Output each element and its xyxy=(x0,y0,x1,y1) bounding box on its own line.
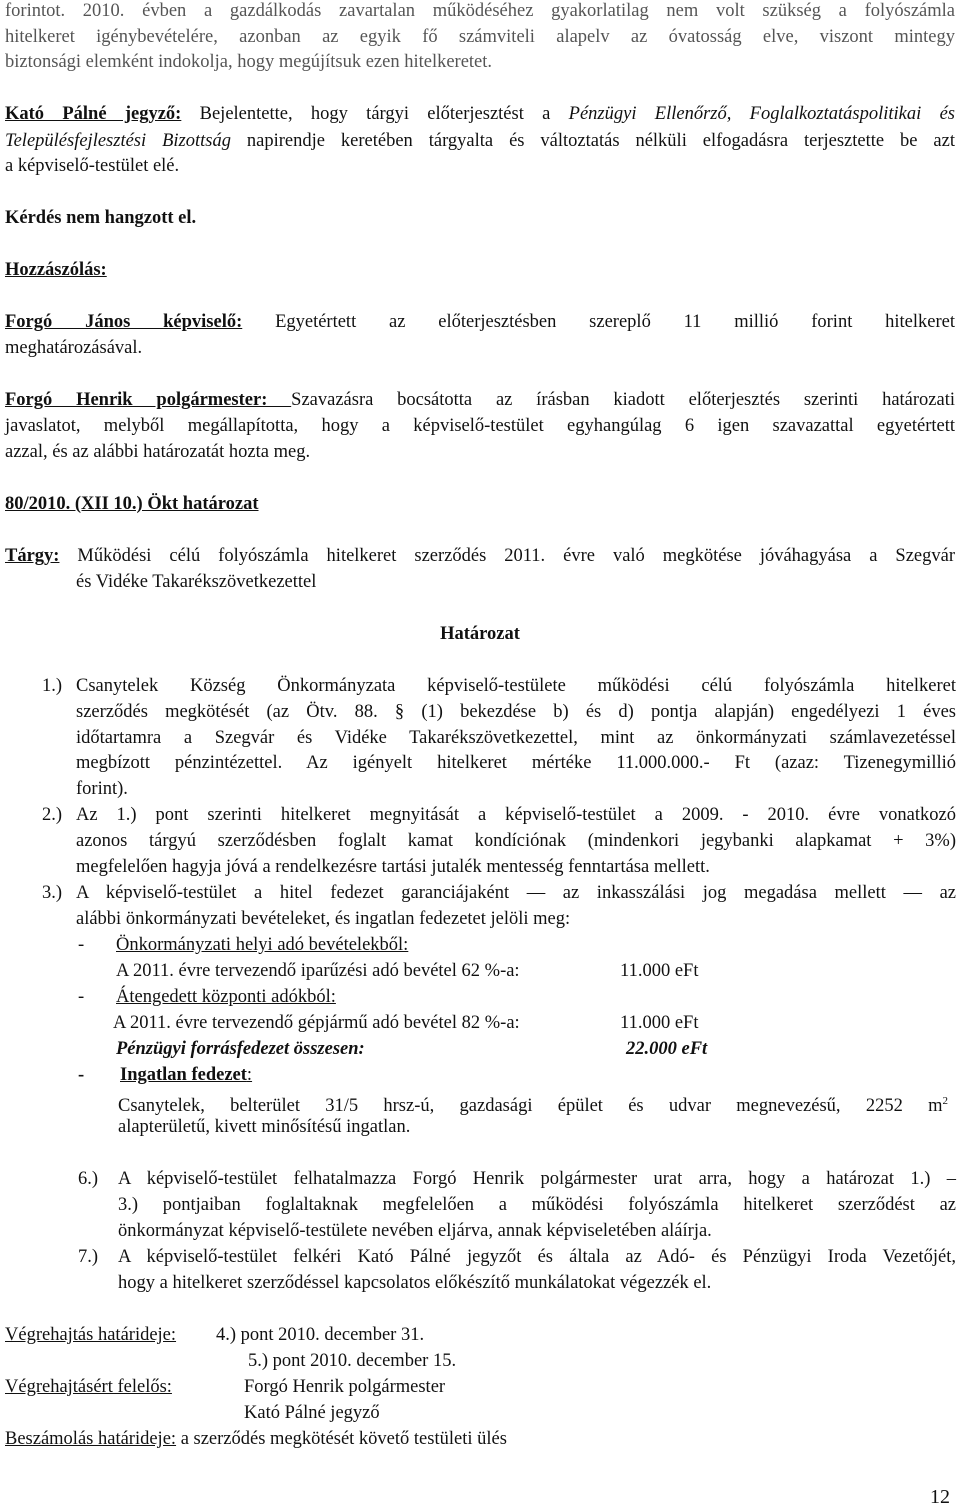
sub-central-tax-line: A 2011. évre tervezendő gépjármű adó bevétel 82 %-a: xyxy=(113,1013,520,1033)
item-1-line-4: megbízott pénzintézettel. Az igényelt hitelkeret mértéke 11.000.000.- Ft (azaz: Tizenegymillió xyxy=(76,753,956,773)
item-6-line-1: A képviselő-testület felhatalmazza Forgó Henrik polgármester urat arra, hogy a határozat 1.) – xyxy=(118,1169,956,1189)
item-2-line-2: azonos tárgyú szerződésben foglalt kamat kondíciónak (mindenkori jegybanki alapkamat + 3%) xyxy=(76,831,956,851)
item-7-number: 7.) xyxy=(78,1247,99,1267)
sub-local-tax-amount: 11.000 eFt xyxy=(620,961,699,981)
intro-line-3: biztonsági elemként indokolja, hogy megújítsuk ezen hitelkeretet. xyxy=(5,52,493,72)
report-deadline-label: Beszámolás határideje: xyxy=(5,1429,177,1449)
no-question-note: Kérdés nem hangzott el. xyxy=(5,208,197,228)
item-3-line-2: alábbi önkormányzati bevételeket, és ingatlan fedezetet jelöli meg: xyxy=(76,909,571,929)
item-1-line-3: időtartamra a Szegvár és Vidéke Takarékszövetkezettel, mint az önkormányzati számlavezetéssel xyxy=(76,728,956,748)
committee-name: Pénzügyi Ellenőrző, Foglalkoztatáspolitikai és xyxy=(568,104,955,124)
subject-line-1: Tárgy: Működési célú folyószámla hitelkeret szerződés 2011. évre való megkötése jóváhagyása a Szegvár xyxy=(5,546,955,566)
resolution-heading: Határozat xyxy=(440,624,520,644)
item-1-line-1: Csanytelek Község Önkormányzata képviselő-testülete működési célú folyószámla hitelkeret xyxy=(76,676,956,696)
sub-central-tax-amount: 11.000 eFt xyxy=(620,1013,699,1033)
sub-local-tax-line: A 2011. évre tervezendő iparűzési adó bevétel 62 %-a: xyxy=(116,961,520,981)
sub-property-label: Ingatlan fedezet xyxy=(120,1065,247,1085)
item-7-line-2: hogy a hitelkeret szerződéssel kapcsolatos előkészítő munkálatokat végezzék el. xyxy=(118,1273,712,1293)
deadline-label: Végrehajtás határideje: xyxy=(5,1325,177,1345)
total-label: Pénzügyi forrásfedezet összesen: xyxy=(116,1039,365,1059)
dash-2: - xyxy=(78,987,85,1007)
subject-line-2: és Vidéke Takarékszövetkezettel xyxy=(76,572,317,592)
item-1-line-5: forint). xyxy=(76,779,128,799)
jegyzo-line-2: Településfejlesztési Bizottság napirendje keretében tárgyalta és változtatás nélküli elfogadásra terjesztette be azt xyxy=(5,131,955,151)
item-2-line-1: Az 1.) pont szerinti hitelkeret megnyitását a képviselő-testület a 2009. - 2010. évre vonatkozó xyxy=(76,805,956,825)
item-3-line-1: A képviselő-testület a hitel fedezet garanciájaként — az inkasszálási jog megadása mellett — az xyxy=(76,883,956,903)
sub-central-tax-label: Átengedett központi adókból: xyxy=(116,987,336,1007)
speaker-forgo-janos: Forgó János képviselő: xyxy=(5,312,243,332)
dash-3: - xyxy=(78,1065,85,1085)
jegyzo-line-3: a képviselő-testület elé. xyxy=(5,156,180,176)
sub-local-tax-label: Önkormányzati helyi adó bevételekből: xyxy=(116,935,409,955)
page-number: 12 xyxy=(930,1486,950,1508)
subject-label: Tárgy: xyxy=(5,546,60,566)
intro-line-2: hitelkeret igénybevételére, azonban az egyik fő számviteli alapelv az óvatosság elve, viszont mintegy xyxy=(5,27,955,47)
item-2-number: 2.) xyxy=(42,805,63,825)
speaker-jegyzo: Kató Pálné jegyző: xyxy=(5,104,182,124)
forgo-janos-line-1: Forgó János képviselő: Egyetértett az előterjesztésben szereplő 11 millió forint hitelkeret xyxy=(5,312,955,332)
sub-property-label-row: Ingatlan fedezet: xyxy=(120,1065,253,1085)
comments-heading: Hozzászólás: xyxy=(5,260,107,280)
item-1-number: 1.) xyxy=(42,676,63,696)
item-1-line-2: szerződés megkötését (az Ötv. 88. § (1) bekezdése b) és d) pontja alapján) engedélyezi 1 éves xyxy=(76,702,956,722)
deadline-1: 4.) pont 2010. december 31. xyxy=(216,1325,425,1345)
forgo-janos-line-2: meghatározásával. xyxy=(5,338,143,358)
item-3-number: 3.) xyxy=(42,883,63,903)
resolution-number: 80/2010. (XII 10.) Ökt határozat xyxy=(5,494,259,514)
item-6-line-3: önkormányzat képviselő-testülete nevében eljárva, annak képviseletében aláírja. xyxy=(118,1221,712,1241)
forgo-henrik-line-1: Forgó Henrik polgármester: Szavazásra bocsátotta az írásban kiadott előterjesztés szerinti határozati xyxy=(5,390,956,410)
total-amount: 22.000 eFt xyxy=(626,1039,708,1059)
item-7-line-1: A képviselő-testület felkéri Kató Pálné jegyzőt és általa az Adó- és Pénzügyi Iroda Vezetőjét, xyxy=(118,1247,956,1267)
sub-property-line-1: Csanytelek, belterület 31/5 hrsz-ú, gazdasági épület és udvar megnevezésű, 2252 $m^2$ xyxy=(118,1095,948,1117)
intro-line-1: forintot. 2010. évben a gazdálkodás zavartalan működéséhez gyakorlatilag nem volt szükség a folyószámla xyxy=(5,1,955,21)
forgo-henrik-line-3: azzal, és az alábbi határozatát hozta meg. xyxy=(5,442,311,462)
responsible-1: Forgó Henrik polgármester xyxy=(244,1377,446,1397)
item-6-line-2: 3.) pontjaiban foglaltaknak megfelelően a működési folyószámla hitelkeret szerződést az xyxy=(118,1195,956,1215)
dash-1: - xyxy=(78,935,85,955)
responsible-2: Kató Pálné jegyző xyxy=(244,1403,380,1423)
responsible-label: Végrehajtásért felelős: xyxy=(5,1377,172,1397)
speaker-forgo-henrik: Forgó Henrik polgármester: xyxy=(5,390,292,410)
item-2-line-3: megfelelően hagyja jóvá a rendelkezésre tartási jutalék mentesség fenntartása mellett. xyxy=(76,857,710,877)
report-deadline-row: Beszámolás határideje: a szerződés megkötését követő testületi ülés xyxy=(5,1429,507,1449)
forgo-henrik-line-2: javaslatot, melyből megállapította, hogy a képviselő-testület egyhangúlag 6 igen szavazattal egyetértett xyxy=(5,416,955,436)
deadline-2: 5.) pont 2010. december 15. xyxy=(248,1351,457,1371)
sub-property-line-2: alapterületű, kivett minősítésű ingatlan. xyxy=(118,1117,411,1137)
item-6-number: 6.) xyxy=(78,1169,99,1189)
jegyzo-line-1: Kató Pálné jegyző: Bejelentette, hogy tárgyi előterjesztést a Pénzügyi Ellenőrző, Foglalkoztatáspolitikai és xyxy=(5,104,955,124)
